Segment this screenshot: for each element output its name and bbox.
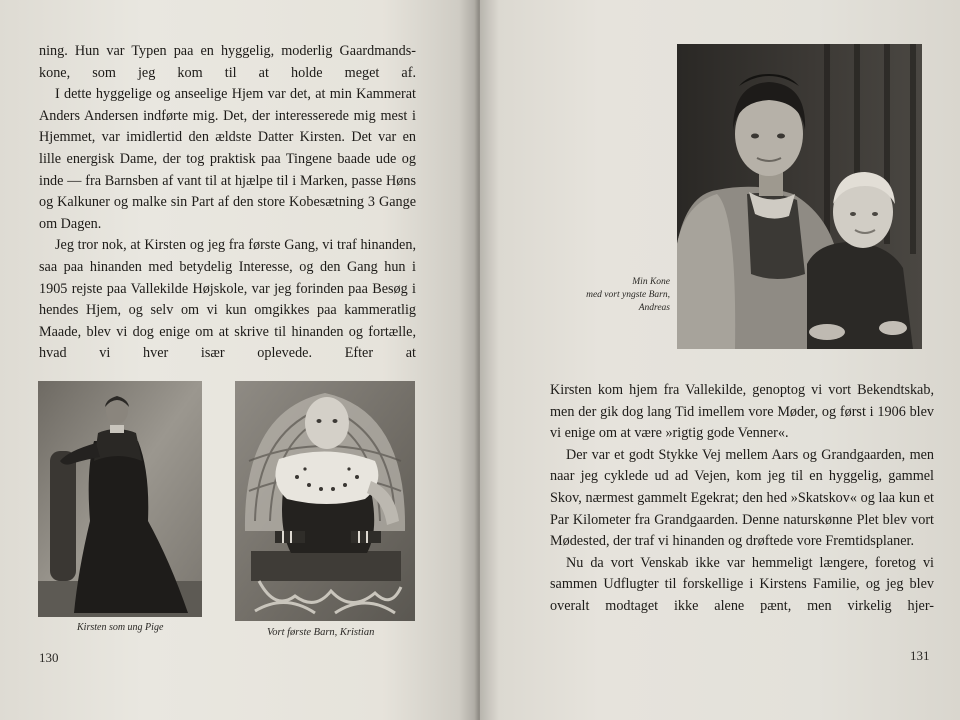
paragraph: Der var et godt Stykke Vej mellem Aars og Grandgaarden, men naar jeg cyklede ud ad Vejen, kom jeg til en hyggelig, gammel Skov, nærmest gammelt Egekrat; den hed »Skatskov« og laa kun et Par Kilometer fra Grandgaarden. Denne naturskønne Plet blev vort Mødested, der traf vi hinanden og drøftede vore Fremtidsplaner. [550, 446, 934, 550]
right-page-text [550, 380, 934, 618]
page-number-left: 130 [39, 650, 59, 665]
paragraph: ning. Hun var Typen paa en hyggelig, moderlig Gaardmands-kone, som jeg kom til at holde meget af. [39, 43, 416, 81]
right-page [480, 0, 960, 720]
caption-line: Andreas [638, 303, 670, 313]
photo-first-child [235, 381, 415, 621]
paragraph: Kirsten kom hjem fra Vallekilde, genoptog vi vort Bekendtskab, men der gik dog lang Tid imellem vore Møder, og først i 1906 blev vi enige om at være »rigtig gode Venner«. [550, 382, 934, 442]
caption-photo-first-child: Vort første Barn, Kristian [267, 627, 375, 638]
paragraph: Nu da vort Venskab ikke var hemmeligt længere, foretog vi sammen Udflugter til forskellige i Kirstens Familie, og jeg blev overalt modtaget ikke alene pænt, men virkelig hjer- [550, 554, 934, 614]
caption-photo-wife [580, 276, 670, 315]
page-number-right: 131 [910, 648, 930, 663]
caption-line: med vort yngste Barn, [586, 290, 670, 300]
paragraph: Jeg tror nok, at Kirsten og jeg fra første Gang, vi traf hinanden, saa paa hinanden med betydelig Interesse, og den Gang hun i 1905 rejste paa Vallekilde Højskole, var jeg forinden paa Besøg i hendes Hjem, og selv om vi kun omgikkes paa kammeratlig Maade, blev vi dog enige om at skrive til hinanden og fortælle, hvad vi hver især oplevede. Efter at [39, 237, 416, 362]
photo-kirsten-young [38, 381, 202, 617]
paragraph: I dette hyggelige og anseelige Hjem var det, at min Kammerat Anders Andersen indførte mig. Det, der interesserede mig mest i Hjemmet, var imidlertid den ældste Datter Kirsten. Det var en lille energisk Dame, der tog praktisk paa Tingene baade ude og inde — fra Barnsben af vant til at hjælpe til i Marken, passe Høns og Kalkuner og malke sin Part af den store Kobesætning 3 Gange om Dagen. [39, 86, 416, 232]
photo-wife-and-youngest-child [677, 44, 922, 349]
left-page [0, 0, 478, 720]
caption-line: Min Kone [632, 277, 670, 287]
left-page-text [39, 41, 416, 365]
caption-photo-kirsten: Kirsten som ung Pige [77, 622, 164, 633]
